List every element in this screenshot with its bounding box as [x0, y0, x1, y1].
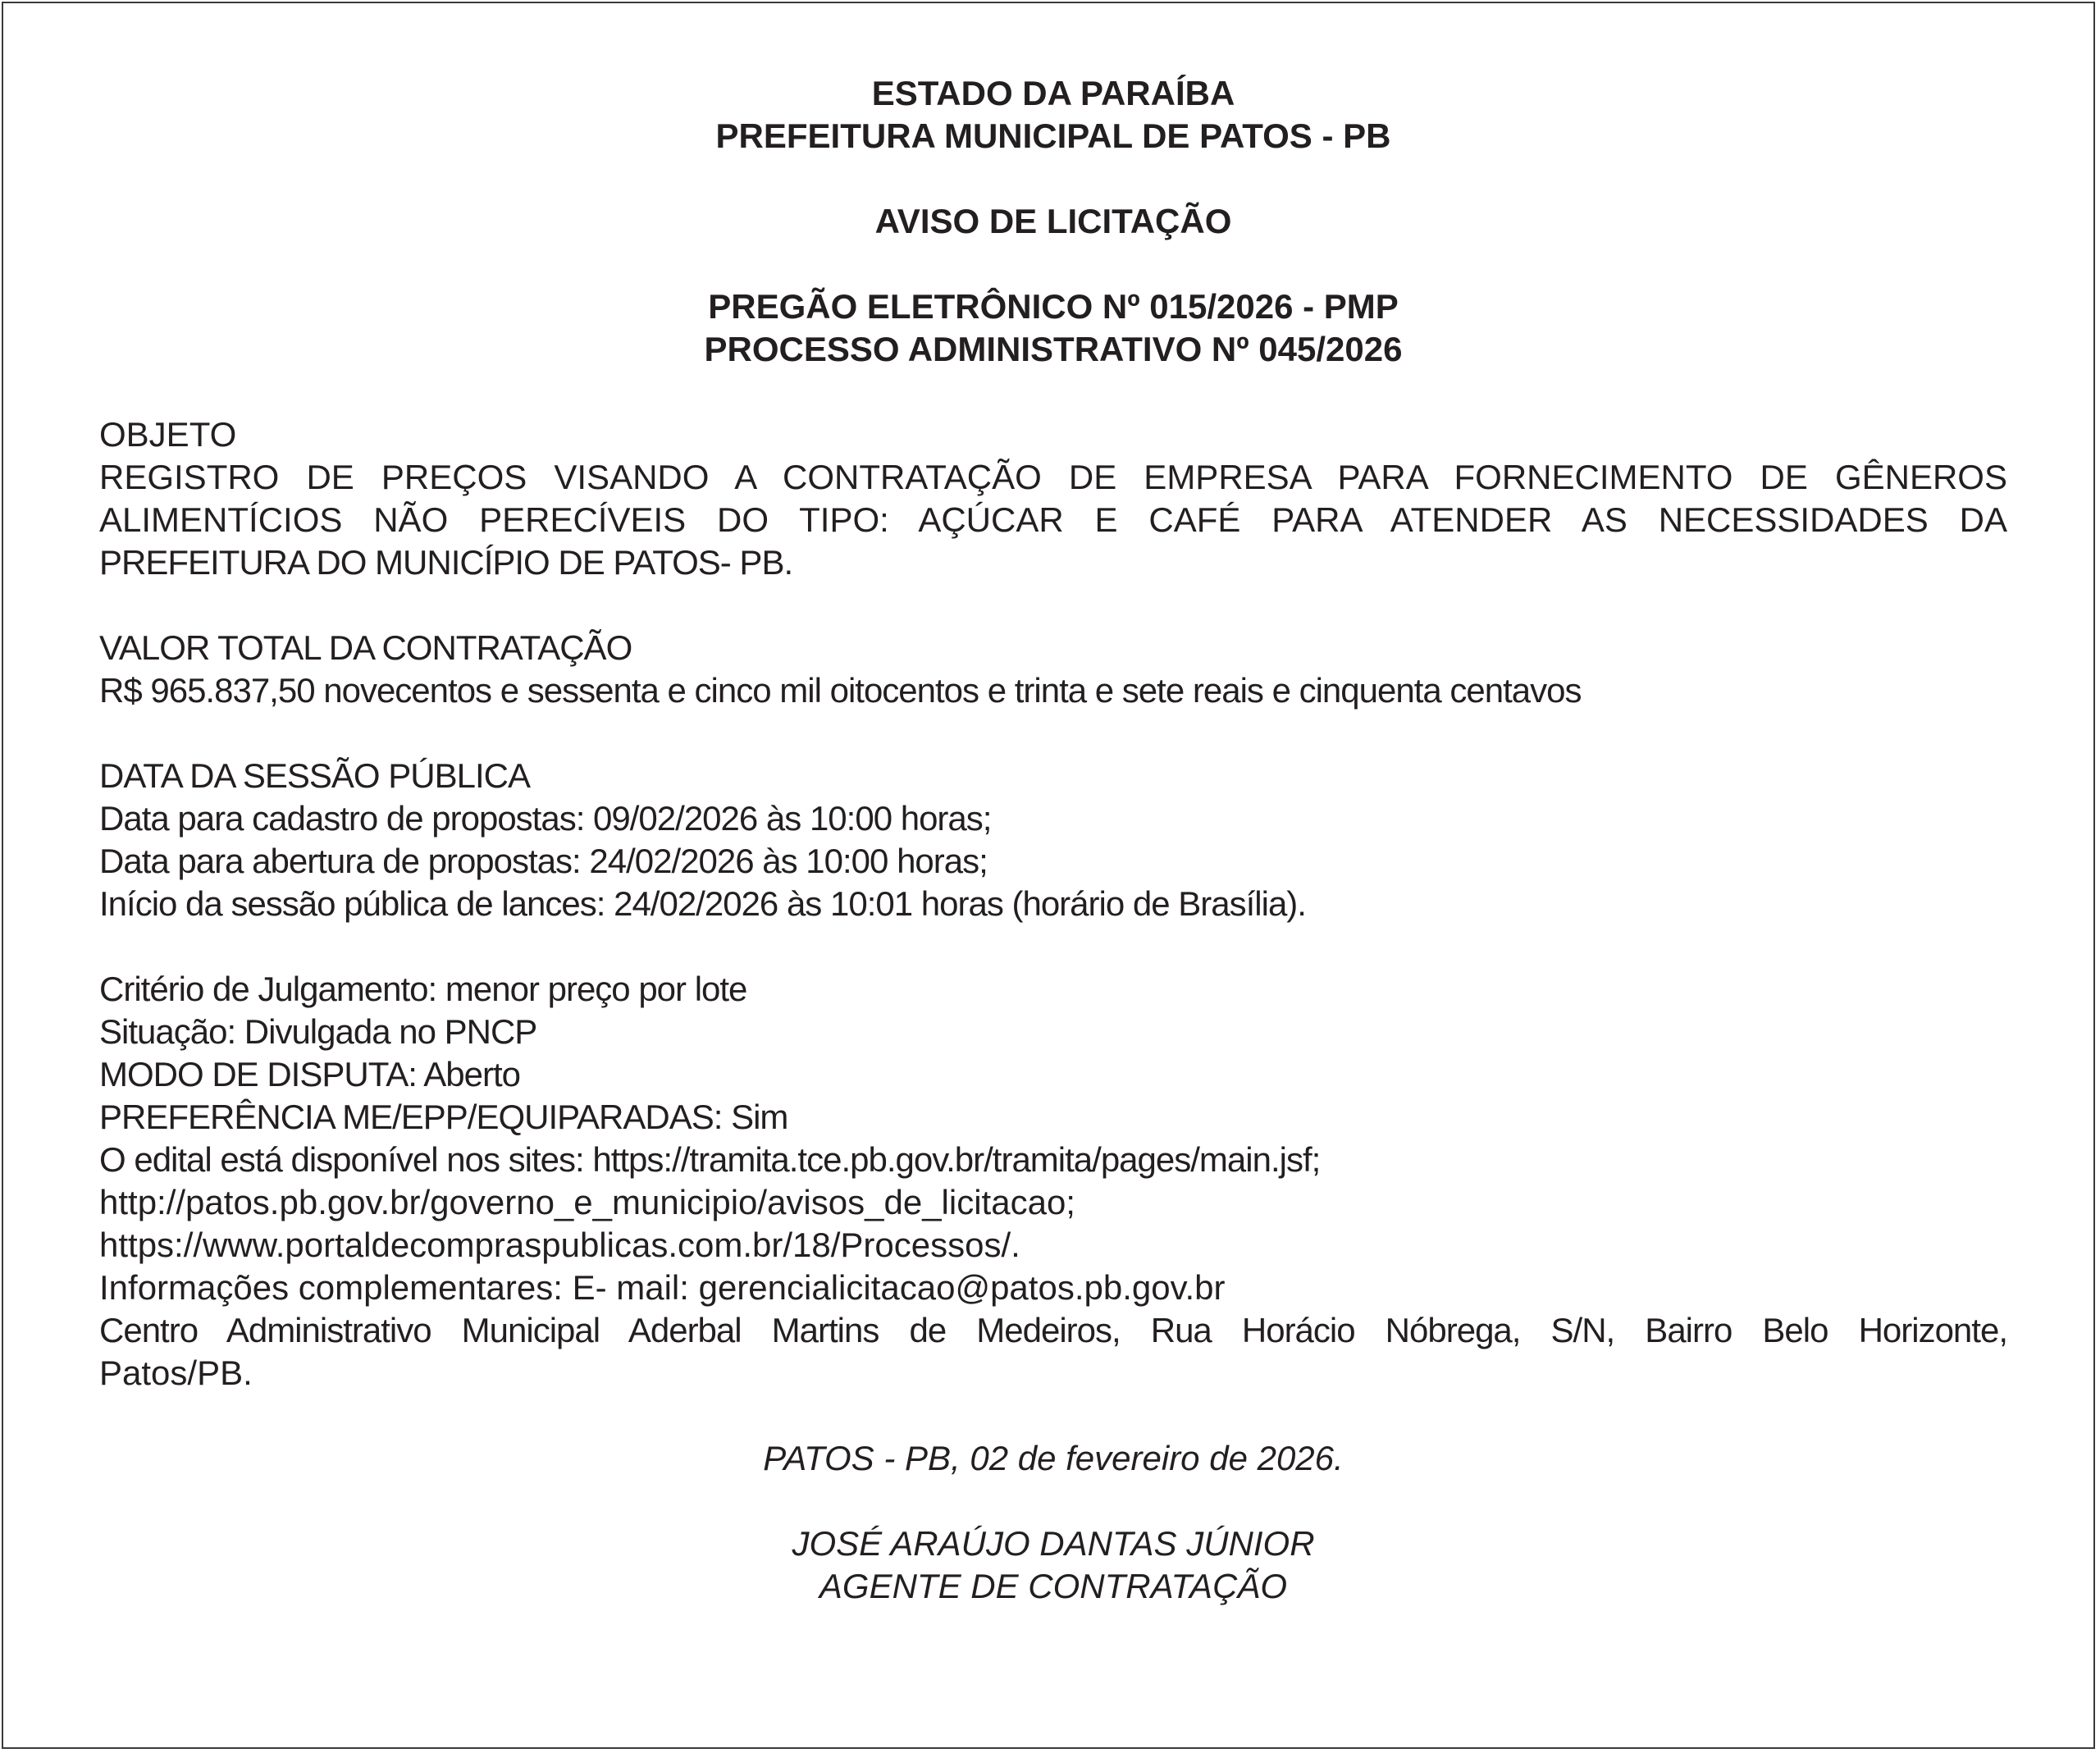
- session-line: Data para cadastro de propostas: 09/02/2026 às 10:00 horas;: [99, 799, 992, 838]
- session-label: DATA DA SESSÃO PÚBLICA: [99, 756, 530, 795]
- signer-name: JOSÉ ARAÚJO DANTAS JÚNIOR: [792, 1524, 1315, 1563]
- process-number: PROCESSO ADMINISTRATIVO Nº 045/2026: [704, 330, 1403, 368]
- detail-line: http://patos.pb.gov.br/governo_e_municipio/avisos_de_licitacao;: [99, 1183, 1075, 1221]
- address-line: Patos/PB.: [99, 1354, 253, 1392]
- detail-line: O edital está disponível nos sites: https://tramita.tce.pb.gov.br/tramita/pages/main.jsf;: [99, 1140, 1321, 1179]
- total-value-label: VALOR TOTAL DA CONTRATAÇÃO: [99, 628, 632, 667]
- session-line: Data para abertura de propostas: 24/02/2026 às 10:00 horas;: [99, 842, 988, 880]
- object-line: ALIMENTÍCIOS NÃO PERECÍVEIS DO TIPO: AÇÚCAR E CAFÉ PARA ATENDER AS NECESSIDADES DA: [99, 500, 2007, 539]
- auction-number: PREGÃO ELETRÔNICO Nº 015/2026 - PMP: [708, 287, 1399, 326]
- detail-line: MODO DE DISPUTA: Aberto: [99, 1055, 521, 1093]
- detail-line: Critério de Julgamento: menor preço por lote: [99, 970, 747, 1008]
- detail-line: https://www.portaldecompraspublicas.com.br/18/Processos/.: [99, 1226, 1020, 1264]
- object-line: REGISTRO DE PREÇOS VISANDO A CONTRATAÇÃO DE EMPRESA PARA FORNECIMENTO DE GÊNEROS: [99, 458, 2007, 496]
- session-line: Início da sessão pública de lances: 24/02/2026 às 10:01 horas (horário de Brasília).: [99, 884, 1306, 923]
- notice-title: AVISO DE LICITAÇÃO: [874, 202, 1232, 240]
- state-heading: ESTADO DA PARAÍBA: [871, 74, 1235, 112]
- signer-role: AGENTE DE CONTRATAÇÃO: [819, 1567, 1288, 1605]
- address-line: Centro Administrativo Municipal Aderbal Martins de Medeiros, Rua Horácio Nóbrega, S/N, Bairro Belo Horizonte,: [99, 1311, 2007, 1349]
- detail-line: PREFERÊNCIA ME/EPP/EQUIPARADAS: Sim: [99, 1098, 788, 1136]
- city-hall-heading: PREFEITURA MUNICIPAL DE PATOS - PB: [715, 116, 1391, 155]
- total-value-amount: R$ 965.837,50 novecentos e sessenta e cinco mil oitocentos e trinta e sete reais e cinquenta centavos: [99, 671, 1582, 710]
- object-line: PREFEITURA DO MUNICÍPIO DE PATOS- PB.: [99, 543, 793, 582]
- place-date: PATOS - PB, 02 de fevereiro de 2026.: [763, 1439, 1344, 1477]
- detail-line: Situação: Divulgada no PNCP: [99, 1012, 537, 1051]
- notice-content: [99, 72, 2007, 1608]
- notice-frame: [2, 2, 2095, 1749]
- object-label: OBJETO: [99, 415, 237, 454]
- detail-line: Informações complementares: E- mail: gerencialicitacao@patos.pb.gov.br: [99, 1268, 1226, 1307]
